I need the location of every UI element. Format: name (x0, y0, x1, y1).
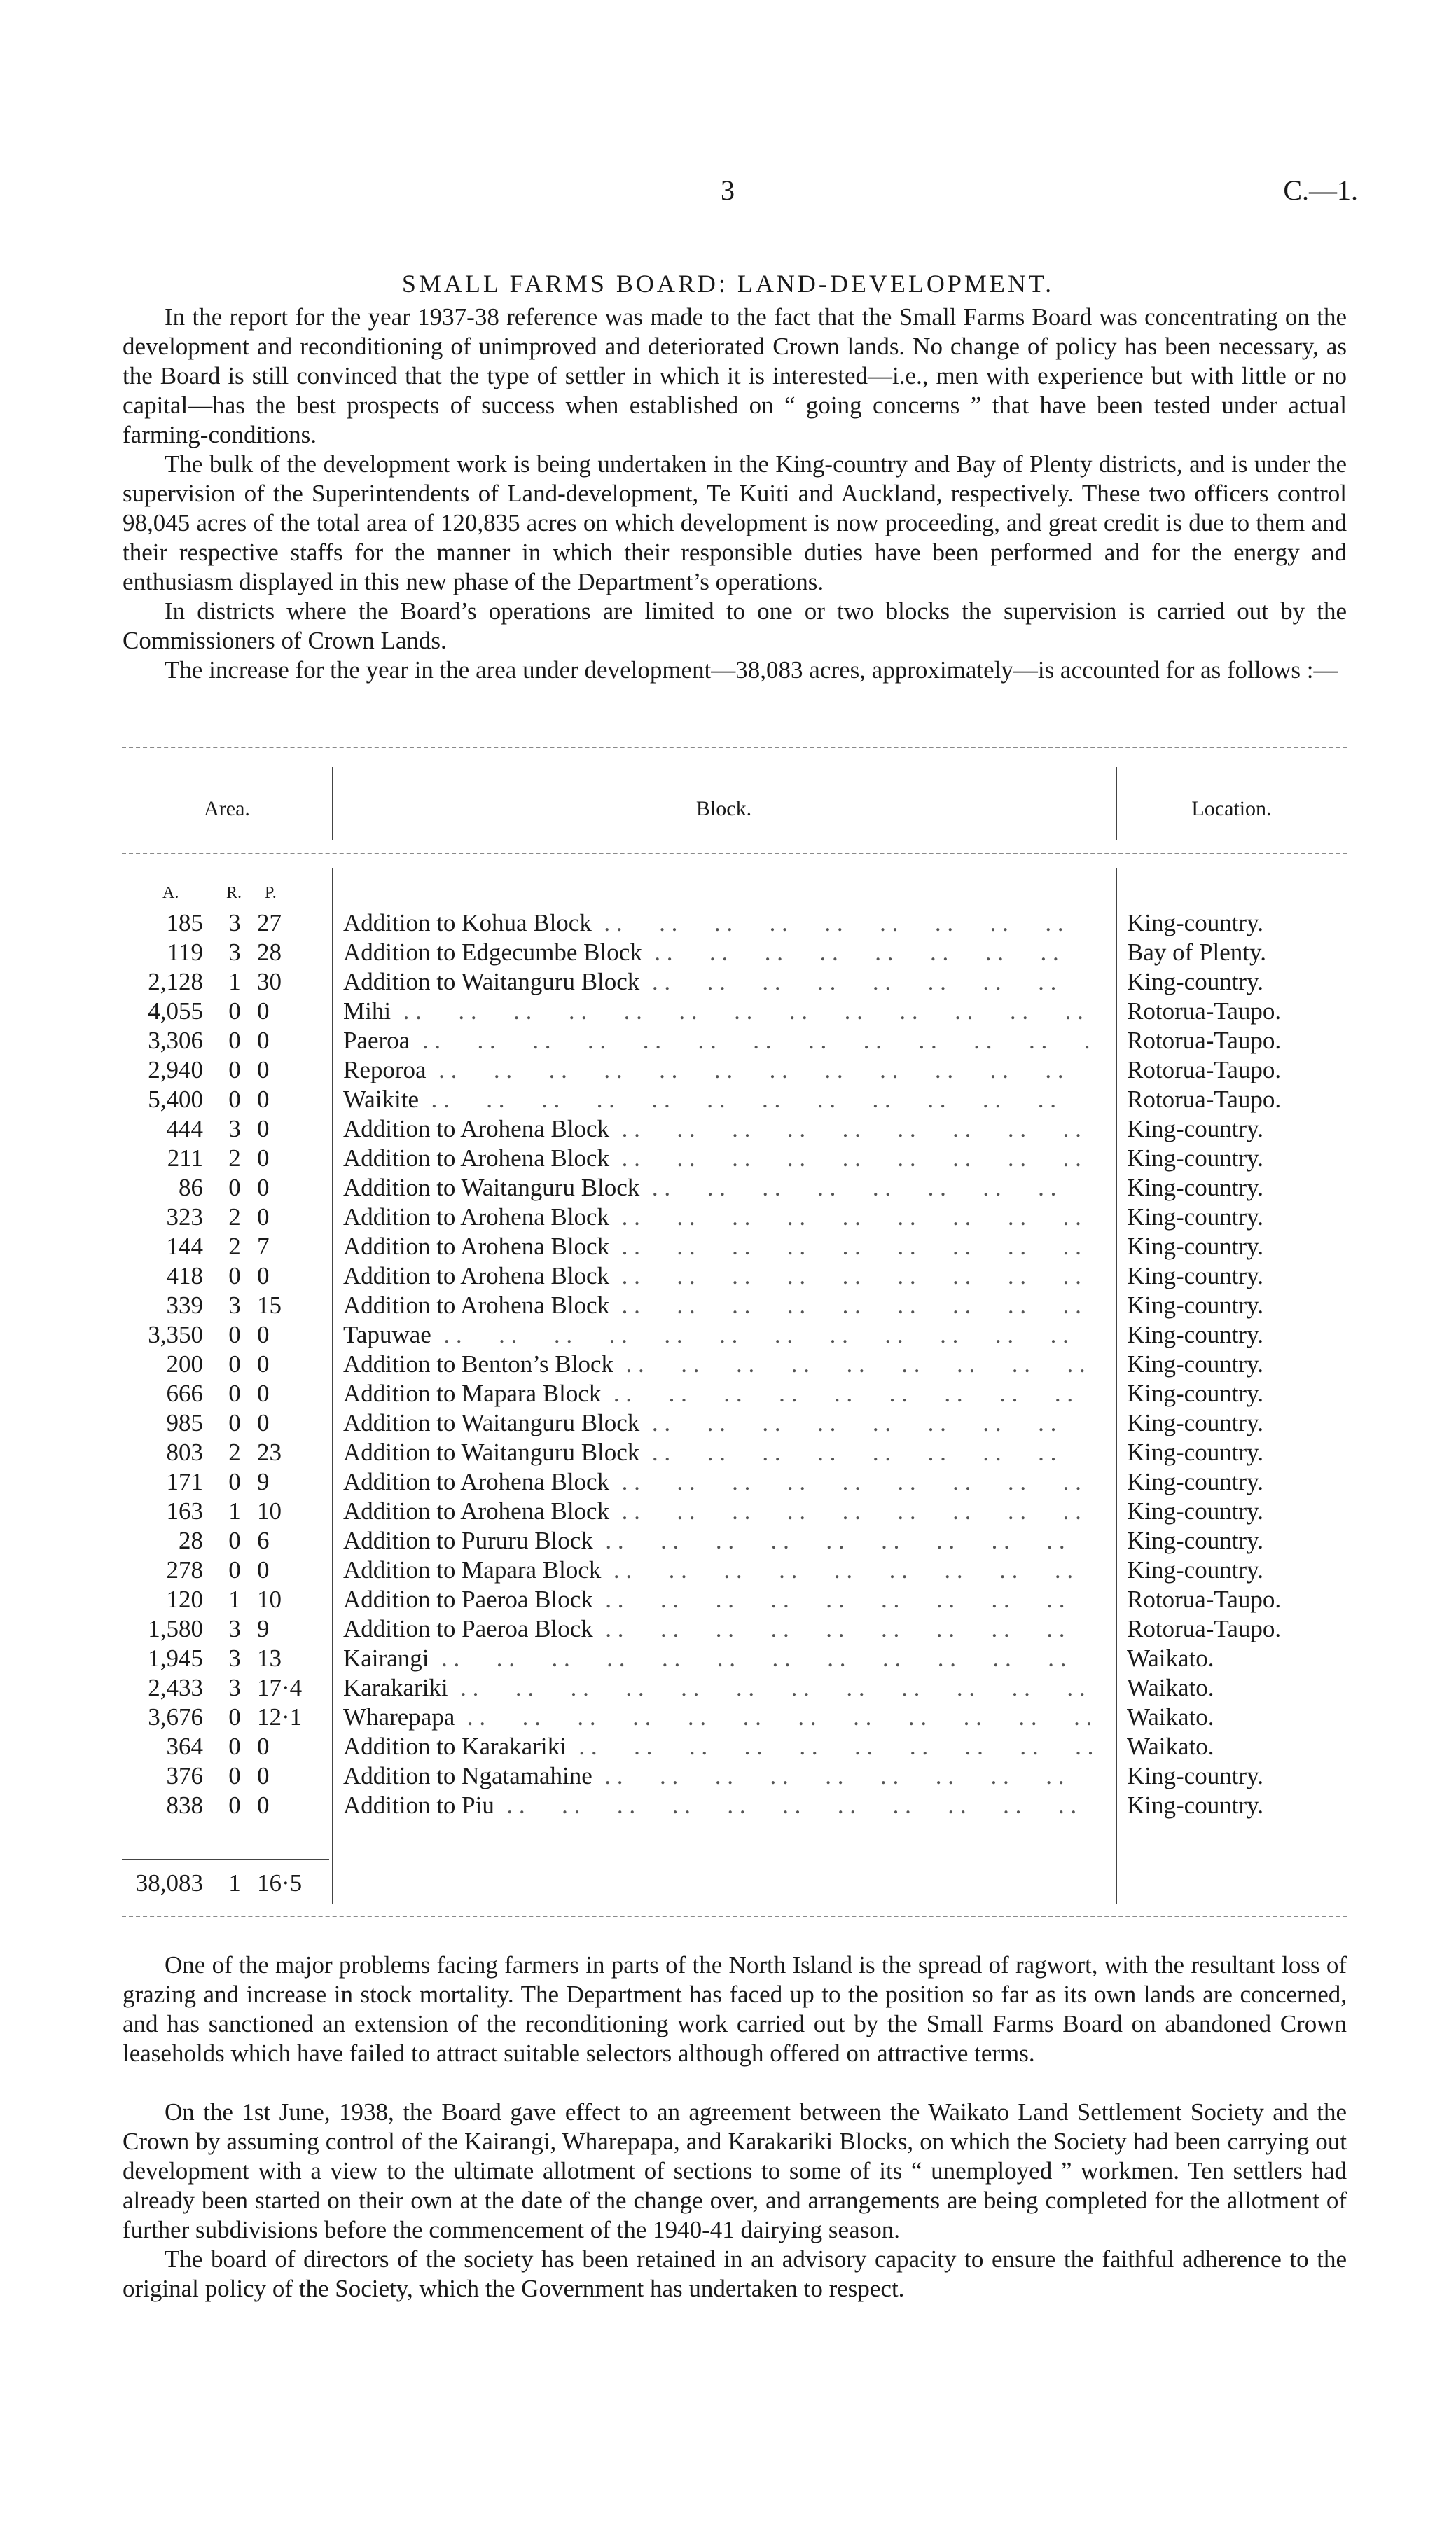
acres-cell: 3,350 (148, 1321, 203, 1348)
acres-cell: 418 (166, 1262, 203, 1289)
roods-cell: 2 (228, 1144, 241, 1172)
table-row (0, 1173, 1456, 1203)
block-cell: Addition to Karakariki . . (343, 1732, 1093, 1761)
perches-cell: 7 (257, 1233, 270, 1260)
roods-cell: 0 (228, 1262, 241, 1289)
block-cell: Addition to Arohena Block . . (343, 1467, 1093, 1497)
block-cell: Addition to Arohena Block . . (343, 1144, 1093, 1173)
block-cell: Addition to Pururu Block . . (343, 1526, 1093, 1556)
table-row (0, 1291, 1456, 1320)
acres-cell: 838 (166, 1792, 203, 1819)
acres-cell: 211 (167, 1144, 203, 1172)
location-cell: Waikato. (1127, 1674, 1214, 1701)
perches-cell: 0 (257, 1203, 270, 1231)
acres-cell: 86 (179, 1174, 203, 1201)
intro-paragraph-4 (123, 656, 1347, 685)
block-cell: Addition to Paeroa Block . . (343, 1614, 1093, 1644)
table-top-rule (122, 747, 1347, 748)
intro-paragraph-2 (123, 450, 1347, 597)
table-row (0, 1497, 1456, 1526)
location-cell: Rotorua-Taupo. (1127, 1615, 1282, 1642)
table-row (0, 1761, 1456, 1791)
block-cell: Addition to Arohena Block . . (343, 1232, 1093, 1261)
block-cell: Addition to Mapara Block . . (343, 1379, 1093, 1408)
roods-cell: 2 (228, 1439, 241, 1466)
perches-cell: 17·4 (257, 1674, 303, 1701)
perches-cell: 0 (257, 1115, 270, 1142)
intro-paragraph-3 (123, 597, 1347, 656)
table-row (0, 1026, 1456, 1055)
location-cell: King-country. (1127, 1409, 1264, 1436)
perches-cell: 0 (257, 1144, 270, 1172)
perches-cell: 0 (257, 1174, 270, 1201)
perches-cell: 30 (257, 968, 282, 995)
perches-cell: 23 (257, 1439, 282, 1466)
table-row (0, 1350, 1456, 1379)
location-cell: King-country. (1127, 1262, 1264, 1289)
perches-cell: 15 (257, 1292, 282, 1319)
acres-cell: 2,128 (148, 968, 203, 995)
acres-cell: 185 (166, 909, 203, 936)
roods-cell: 0 (228, 1086, 241, 1113)
total-roods: 1 (228, 1869, 241, 1897)
location-cell: Rotorua-Taupo. (1127, 1056, 1282, 1083)
table-row (0, 1408, 1456, 1438)
table-row (0, 1055, 1456, 1085)
total-rule (122, 1859, 329, 1860)
block-cell: Waikite . . (343, 1085, 1093, 1114)
roods-cell: 3 (228, 909, 241, 936)
block-cell: Addition to Waitanguru Block . . (343, 1173, 1093, 1203)
table-row (0, 1438, 1456, 1467)
perches-cell: 0 (257, 1733, 270, 1760)
table-row (0, 997, 1456, 1026)
location-cell: King-country. (1127, 968, 1264, 995)
perches-cell: 0 (257, 1321, 270, 1348)
acres-cell: 144 (166, 1233, 203, 1260)
location-cell: King-country. (1127, 1350, 1264, 1378)
acres-cell: 171 (166, 1468, 203, 1495)
perches-cell: 0 (257, 1262, 270, 1289)
table-bottom-rule (122, 1916, 1347, 1917)
location-cell: King-country. (1127, 1174, 1264, 1201)
acres-cell: 2,433 (148, 1674, 203, 1701)
block-cell: Addition to Edgecumbe Block . . (343, 938, 1093, 967)
table-row (0, 1114, 1456, 1144)
roods-cell: 2 (228, 1233, 241, 1260)
location-cell: Bay of Plenty. (1127, 939, 1266, 966)
table-row (0, 1085, 1456, 1114)
perches-cell: 9 (257, 1468, 270, 1495)
roods-cell: 3 (228, 1615, 241, 1642)
block-cell: Addition to Waitanguru Block . . (343, 967, 1093, 997)
block-cell: Addition to Mapara Block . . (343, 1556, 1093, 1585)
acres-cell: 666 (166, 1380, 203, 1407)
table-row (0, 1232, 1456, 1261)
acres-cell: 323 (166, 1203, 203, 1231)
table-row (0, 1379, 1456, 1408)
location-cell: Waikato. (1127, 1703, 1214, 1731)
acres-cell: 1,580 (148, 1615, 203, 1642)
closing-paragraph-2 (123, 2098, 1347, 2245)
paragraph-text: The board of directors of the society has been retained in an advisory capacity to ensure the faithful adherence to the original policy of the Society, which the Government has undertaken to respect. (123, 2245, 1347, 2302)
roods-cell: 3 (228, 1292, 241, 1319)
perches-cell: 0 (257, 1409, 270, 1436)
perches-cell: 0 (257, 1056, 270, 1083)
total-perches: 16·5 (257, 1869, 303, 1897)
acres-cell: 3,306 (148, 1027, 203, 1054)
roods-cell: 0 (228, 1027, 241, 1054)
block-cell: Addition to Waitanguru Block . . (343, 1438, 1093, 1467)
table-row (0, 967, 1456, 997)
table-row (0, 1614, 1456, 1644)
location-cell: King-country. (1127, 1556, 1264, 1584)
location-cell: King-country. (1127, 1321, 1264, 1348)
table-row (0, 1703, 1456, 1732)
location-cell: King-country. (1127, 1115, 1264, 1142)
acres-cell: 5,400 (148, 1086, 203, 1113)
page-reference: C.—1. (1283, 174, 1358, 206)
perches-cell: 6 (257, 1527, 270, 1554)
location-cell: King-country. (1127, 1292, 1264, 1319)
table-row (0, 1791, 1456, 1820)
perches-cell: 0 (257, 1380, 270, 1407)
block-cell: Addition to Paeroa Block . . (343, 1585, 1093, 1614)
closing-paragraph-1 (123, 1951, 1347, 2068)
unit-perches: P. (265, 884, 277, 902)
location-cell: Rotorua-Taupo. (1127, 1086, 1282, 1113)
location-cell: Waikato. (1127, 1645, 1214, 1672)
acres-cell: 2,940 (148, 1056, 203, 1083)
perches-cell: 9 (257, 1615, 270, 1642)
table-row (0, 938, 1456, 967)
perches-cell: 27 (257, 909, 282, 936)
acres-cell: 339 (166, 1292, 203, 1319)
table-row (0, 1585, 1456, 1614)
block-cell: Wharepapa . . (343, 1703, 1093, 1732)
perches-cell: 13 (257, 1645, 282, 1672)
block-cell: Tapuwae . . (343, 1320, 1093, 1350)
header-area: Area. (204, 797, 250, 820)
acres-cell: 4,055 (148, 997, 203, 1025)
paragraph-text: In districts where the Board’s operations are limited to one or two blocks the supervision is carried out by the Commissioners of Crown Lands. (123, 597, 1347, 654)
perches-cell: 10 (257, 1586, 282, 1613)
acres-cell: 163 (166, 1497, 203, 1525)
acres-cell: 376 (166, 1762, 203, 1789)
table-row (0, 1644, 1456, 1673)
roods-cell: 0 (228, 1174, 241, 1201)
location-cell: King-country. (1127, 1468, 1264, 1495)
paragraph-text: The bulk of the development work is being undertaken in the King-country and Bay of Plenty districts, and is under the supervision of the Superintendents of Land-development, Te Kuiti and Auckland, respectively. These two officers control 98,045 acres of the total area of 120,835 acres on which development is now proceeding, and great credit is due to them and their respective staffs for the manner in which their responsible duties have been performed and for the energy and enthusiasm displayed in this new phase of the Department’s operations. (123, 450, 1347, 595)
location-cell: King-country. (1127, 1439, 1264, 1466)
unit-acres: A. (162, 884, 179, 902)
acres-cell: 278 (166, 1556, 203, 1584)
roods-cell: 1 (228, 1497, 241, 1525)
perches-cell: 0 (257, 1792, 270, 1819)
location-cell: King-country. (1127, 1203, 1264, 1231)
location-cell: King-country. (1127, 1792, 1264, 1819)
perches-cell: 0 (257, 1556, 270, 1584)
header-block: Block. (695, 797, 752, 820)
total-acres: 38,083 (135, 1869, 203, 1897)
perches-cell: 28 (257, 939, 282, 966)
table-row (0, 1320, 1456, 1350)
location-cell: King-country. (1127, 909, 1264, 936)
acres-cell: 444 (166, 1115, 203, 1142)
location-cell: King-country. (1127, 1497, 1264, 1525)
roods-cell: 1 (228, 968, 241, 995)
acres-cell: 119 (167, 939, 203, 966)
location-cell: King-country. (1127, 1233, 1264, 1260)
table-row (0, 1732, 1456, 1761)
acres-cell: 364 (166, 1733, 203, 1760)
location-cell: Rotorua-Taupo. (1127, 1586, 1282, 1613)
block-cell: Addition to Benton’s Block . . (343, 1350, 1093, 1379)
unit-roods: R. (226, 884, 242, 902)
paragraph-text: The increase for the year in the area under development—38,083 acres, approximately—is accounted for as follows :— (165, 656, 1338, 684)
section-title: SMALL FARMS BOARD: LAND-DEVELOPMENT. (401, 270, 1055, 298)
page-number: 3 (721, 174, 735, 206)
roods-cell: 0 (228, 1321, 241, 1348)
location-cell: King-country. (1127, 1144, 1264, 1172)
table-row (0, 908, 1456, 938)
perches-cell: 0 (257, 1762, 270, 1789)
roods-cell: 0 (228, 1468, 241, 1495)
roods-cell: 3 (228, 1115, 241, 1142)
acres-cell: 985 (166, 1409, 203, 1436)
block-cell: Addition to Waitanguru Block . . (343, 1408, 1093, 1438)
roods-cell: 3 (228, 1645, 241, 1672)
block-cell: Kairangi . . (343, 1644, 1093, 1673)
table-row (0, 1673, 1456, 1703)
location-cell: King-country. (1127, 1527, 1264, 1554)
perches-cell: 10 (257, 1497, 282, 1525)
paragraph-text: In the report for the year 1937-38 reference was made to the fact that the Small Farms Board was concentrating on the development and reconditioning of unimproved and deteriorated Crown lands. No change of policy has been necessary, as the Board is still convinced that the type of settler in which it is interested—i.e., men with experience but with little or no capital—has the best prospects of success when established on “ going concerns ” that have been tested under actual farming-conditions. (123, 303, 1347, 448)
perches-cell: 12·1 (257, 1703, 303, 1731)
location-cell: Rotorua-Taupo. (1127, 997, 1282, 1025)
block-cell: Mihi . . (343, 997, 1093, 1026)
block-cell: Addition to Arohena Block . . (343, 1497, 1093, 1526)
header-location: Location. (1191, 797, 1272, 820)
paragraph-text: One of the major problems facing farmers in parts of the North Island is the spread of ragwort, with the resultant loss of grazing and increase in stock mortality. The Department has faced up to the position so far as its own lands are concerned, and has sanctioned an extension of the reconditioning work carried out by the Small Farms Board on abandoned Crown leaseholds which have failed to attract suitable selectors although offered on attractive terms. (123, 1951, 1347, 2067)
roods-cell: 2 (228, 1203, 241, 1231)
roods-cell: 0 (228, 1350, 241, 1378)
roods-cell: 0 (228, 1703, 241, 1731)
block-cell: Addition to Arohena Block . . (343, 1261, 1093, 1291)
table-row (0, 1526, 1456, 1556)
roods-cell: 0 (228, 1556, 241, 1584)
perches-cell: 0 (257, 997, 270, 1025)
perches-cell: 0 (257, 1350, 270, 1378)
block-cell: Addition to Arohena Block . . (343, 1203, 1093, 1232)
block-cell: Addition to Arohena Block . . (343, 1114, 1093, 1144)
roods-cell: 0 (228, 1380, 241, 1407)
acres-cell: 803 (166, 1439, 203, 1466)
roods-cell: 3 (228, 939, 241, 966)
location-cell: King-country. (1127, 1380, 1264, 1407)
location-cell: Waikato. (1127, 1733, 1214, 1760)
perches-cell: 0 (257, 1086, 270, 1113)
roods-cell: 0 (228, 1056, 241, 1083)
table-row (0, 1144, 1456, 1173)
roods-cell: 0 (228, 1409, 241, 1436)
table-row (0, 1556, 1456, 1585)
acres-cell: 3,676 (148, 1703, 203, 1731)
roods-cell: 0 (228, 1733, 241, 1760)
closing-paragraph-3 (123, 2245, 1347, 2304)
table-header-rule (122, 853, 1347, 854)
roods-cell: 0 (228, 1527, 241, 1554)
location-cell: Rotorua-Taupo. (1127, 1027, 1282, 1054)
paragraph-text: On the 1st June, 1938, the Board gave effect to an agreement between the Waikato Land Settlement Society and the Crown by assuming control of the Kairangi, Wharepapa, and Karakariki Blocks, on which the Society had been carrying out development with a view to the ultimate allotment of sections to some of its “ unemployed ” workmen. Ten settlers had already been started on their own at the date of the change over, and arrangements are being completed for the allotment of further subdivisions before the commencement of the 1940-41 dairying season. (123, 2098, 1347, 2243)
table-row (0, 1467, 1456, 1497)
roods-cell: 0 (228, 1762, 241, 1789)
acres-cell: 200 (166, 1350, 203, 1378)
block-cell: Karakariki . . (343, 1673, 1093, 1703)
location-cell: King-country. (1127, 1762, 1264, 1789)
acres-cell: 1,945 (148, 1645, 203, 1672)
roods-cell: 0 (228, 997, 241, 1025)
acres-cell: 120 (166, 1586, 203, 1613)
roods-cell: 0 (228, 1792, 241, 1819)
roods-cell: 3 (228, 1674, 241, 1701)
block-cell: Reporoa . . (343, 1055, 1093, 1085)
roods-cell: 1 (228, 1586, 241, 1613)
intro-paragraph-1 (123, 303, 1347, 450)
block-cell: Paeroa . . (343, 1026, 1093, 1055)
block-cell: Addition to Ngatamahine . . (343, 1761, 1093, 1791)
table-row (0, 1203, 1456, 1232)
block-cell: Addition to Arohena Block . . (343, 1291, 1093, 1320)
block-cell: Addition to Kohua Block . . (343, 908, 1093, 938)
perches-cell: 0 (257, 1027, 270, 1054)
acres-cell: 28 (179, 1527, 203, 1554)
table-row (0, 1261, 1456, 1291)
block-cell: Addition to Piu . . (343, 1791, 1093, 1820)
